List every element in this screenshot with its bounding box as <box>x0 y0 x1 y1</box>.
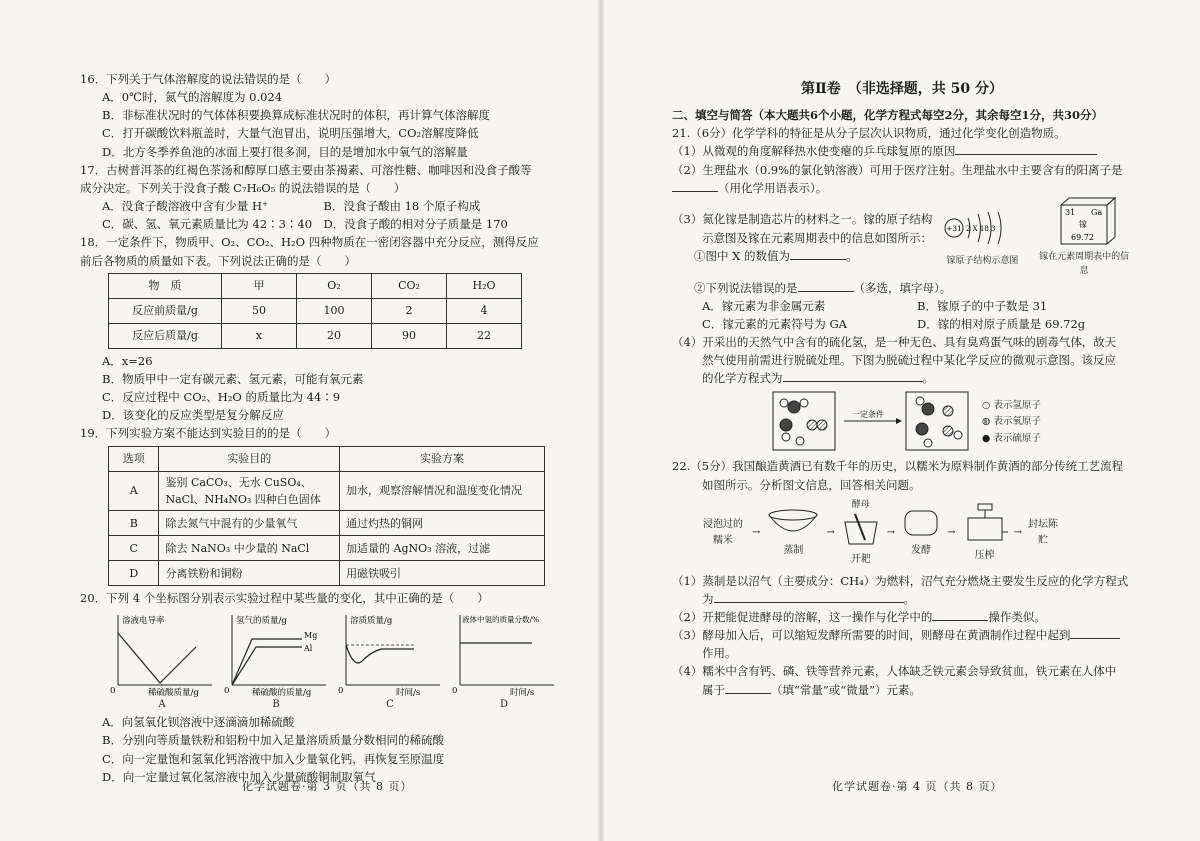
q22-part4-cont <box>672 681 1132 699</box>
answer-blank[interactable] <box>798 291 854 292</box>
legend-label: 表示氢原子 <box>993 400 1041 412</box>
table-header: 物 质 <box>109 273 222 298</box>
hydrogen-atom-icon: ○ <box>982 400 991 412</box>
vat-icon <box>841 512 881 546</box>
table-row <box>109 323 522 348</box>
q21-option: D．镓的相对原子质量是 69.72g <box>917 316 1086 331</box>
table-cell: 除去氮气中混有的少量氧气 <box>159 511 340 536</box>
table-cell: 加适量的 AgNO₃ 溶液，过滤 <box>340 536 545 561</box>
part-heading: 二、填空与简答（本大题共6个小题，化学方程式每空2分，其余每空1分，共30分） <box>672 108 1104 123</box>
q17-option: A．没食子酸溶液中含有少量 H⁺ <box>102 199 269 214</box>
table-cell: 90 <box>372 323 447 348</box>
table-header: 实验目的 <box>159 446 340 471</box>
q16-option: C．打开碳酸饮料瓶盖时，大量气泡冒出，说明压强增大，CO₂溶解度降低 <box>102 126 479 141</box>
table-cell: 反应前质量/g <box>109 298 222 323</box>
q22-part3-text: （3）酵母加入后，可以缩短发酵所需要的时间，则酵母在黄酒制作过程中起到 <box>672 628 1071 643</box>
answer-blank[interactable] <box>790 259 846 260</box>
jar-icon <box>901 507 941 537</box>
table-row <box>109 471 545 511</box>
flow-step-label: 发酵 <box>911 544 932 556</box>
table-cell: 4 <box>447 298 522 323</box>
table-cell: B <box>109 511 159 536</box>
q21-options-row <box>672 297 1132 315</box>
q20-stem: 20．下列 4 个坐标图分别表示实验过程中某些量的变化，其中正确的是（ ） <box>80 591 489 606</box>
reaction-diagram <box>772 391 1132 453</box>
legend-label: 表示硫原子 <box>993 432 1041 444</box>
q21-part4-tail: 的化学方程式为 <box>702 371 783 386</box>
table-cell: 22 <box>447 323 522 348</box>
micro-reaction-svg <box>772 391 972 453</box>
q21-part2-cont <box>672 179 1132 197</box>
q22-part4: （4）糯米中含有钙、磷、铁等营养元素，人体缺乏铁元素会导致贫血，铁元素在人体中 <box>672 664 1117 679</box>
answer-blank[interactable] <box>955 154 1097 155</box>
q16-stem: 16．下列关于气体溶解度的说法错误的是（ ） <box>80 72 337 86</box>
q21-stem: 21.（6分）化学学科的特征是从分子层次认识物质，通过化学变化创造物质。 <box>672 126 1066 141</box>
right-page <box>672 78 1132 699</box>
q18-stem: 18．一定条件下，物质甲、O₂、CO₂、H₂O 四种物质在一密闭容器中充分反应，测得反应 <box>80 235 539 250</box>
graph-c-plot <box>336 611 444 697</box>
q22-stem-cont: 如图所示。分析图文信息，回答相关问题。 <box>702 477 921 492</box>
graph-a-ylabel: 溶液电导率 <box>122 616 165 627</box>
table-row <box>109 536 545 561</box>
q22-part2 <box>672 608 1132 626</box>
table-header-row <box>109 273 522 298</box>
q18-option: D．该变化的反应类型是复分解反应 <box>102 408 284 423</box>
q16-option: A．0℃时，氮气的溶解度为 0.024 <box>102 90 283 105</box>
table-cell: 分离铁粉和铜粉 <box>159 561 340 586</box>
table-cell: x <box>222 323 297 348</box>
table-cell: A <box>109 471 159 511</box>
q22-part3 <box>672 626 1132 644</box>
oxygen-atom-icon: ◍ <box>982 416 991 428</box>
table-header: 实验方案 <box>340 446 545 471</box>
q22-part1-cont: 为 。 <box>702 591 915 606</box>
atom-shell-labels: 2 X 18 3 <box>966 225 996 233</box>
q21-option: A．镓元素为非金属元素 <box>702 298 826 313</box>
graph-c-xlabel: 时间/s <box>396 688 421 698</box>
steamer-icon <box>766 507 820 537</box>
graph-b-series-mg: Mg <box>304 631 318 641</box>
flow-step-steam <box>766 507 820 559</box>
flow-end: 封坛陈贮 <box>1027 518 1058 546</box>
table-cell: 除去 NaNO₃ 中少量的 NaCl <box>159 536 340 561</box>
q21-part3-cont: 示意图及镓在元素周期表中的信息如图所示： <box>702 230 932 245</box>
atom-nucleus-label: +31 <box>946 224 963 233</box>
graph-d-ylabel: 液体中氢的质量分数/% <box>462 615 540 625</box>
graph-a-xlabel: 稀硫酸质量/g <box>148 688 199 698</box>
q18-option: C．反应过程中 CO₂、H₂O 的质量比为 44∶9 <box>102 390 341 405</box>
sulfur-atom-icon: ● <box>982 432 991 444</box>
q21-part4-cont: 的化学方程式为 。 <box>702 371 934 386</box>
q18-stem-cont: 前后各物质的质量如下表。下列说法正确的是（ ） <box>80 253 356 268</box>
graph-d-xlabel: 时间/s <box>510 688 535 698</box>
table-cell: 100 <box>297 298 372 323</box>
table-cell: 反应后质量/g <box>109 323 222 348</box>
q21-part1-text: （1）从微观的角度解释热水使变瘪的乒乓球复原的原因 <box>672 144 956 159</box>
arrow-right-icon: → <box>886 526 896 538</box>
graph-c-ylabel: 溶质质量/g <box>350 616 393 627</box>
answer-blank[interactable] <box>1070 638 1120 639</box>
graph-c-origin: 0 <box>338 686 344 697</box>
arrow-right-icon: → <box>947 526 956 538</box>
graph-b <box>222 611 330 713</box>
q22-part2-tail: 操作类似。 <box>988 609 1046 624</box>
answer-blank[interactable] <box>725 693 771 694</box>
q22-part3-cont: 作用。 <box>702 646 737 661</box>
q20-option: A．向氢氧化钡溶液中逐滴滴加稀硫酸 <box>102 715 295 730</box>
q17-option: D．没食子酸的相对分子质量是 170 <box>323 217 508 232</box>
periodic-cell <box>1051 197 1117 245</box>
table-row <box>109 298 522 323</box>
q21-options-row <box>672 315 1132 333</box>
cell-atomic-mass: 69.72 <box>1071 232 1095 242</box>
atom-structure-figure <box>942 207 1022 268</box>
table-header: 甲 <box>222 273 297 298</box>
q20-option: C．向一定量饱和氢氧化钙溶液中加入少量氧化钙，再恢复至原温度 <box>102 751 445 766</box>
q22-part1: （1）蒸制是以沼气（主要成分：CH₄）为燃料，沼气充分燃烧主要发生反应的化学方程式 <box>672 573 1129 588</box>
q21-part3-i: ①图中 X 的数值为 。 <box>694 248 858 263</box>
q19-stem: 19．下列实验方案不能达到实验目的的是（ ） <box>80 426 337 441</box>
q16-option: B．非标准状况时的气体体积要换算成标准状况时的体积，再计算气体溶解度 <box>102 108 490 123</box>
q18-table <box>108 273 522 349</box>
q21-part3-text <box>672 210 932 264</box>
periodic-cell-caption: 镓在元素周期表中的信息 <box>1039 252 1130 277</box>
flow-step-label: 开耙 <box>850 553 871 565</box>
reaction-legend <box>982 398 1041 446</box>
arrow-right-icon: → <box>826 526 835 538</box>
reaction-arrow-label: 一定条件 <box>852 410 884 420</box>
q17-stem: 17．古树普洱茶的红褐色茶汤和醇厚口感主要由茶褐素、可溶性糖、咖啡因和没食子酸等 <box>80 162 532 177</box>
q22-stem: 22.（5分）我国酿造黄酒已有数千年的历史，以糯米为原料制作黄酒的部分传统工艺流程 <box>672 459 1124 474</box>
q21-part1 <box>672 142 1132 160</box>
graph-b-xlabel: 稀硫酸的质量/g <box>252 688 312 698</box>
legend-item <box>982 414 1041 430</box>
q21-part3: （3）氮化镓是制造芯片的材料之一。镓的原子结构 <box>672 212 933 227</box>
section-title: 第Ⅱ卷 （非选择题，共 50 分） <box>800 81 1004 97</box>
graph-a-letter: A <box>158 699 166 711</box>
graph-b-letter: B <box>272 699 280 711</box>
q21-part4-cont: 然气使用前需进行脱硫处理。下图为脱硫过程中某化学反应的微观示意图。该反应 <box>702 353 1116 368</box>
graph-a <box>108 611 216 713</box>
answer-blank[interactable] <box>714 602 904 603</box>
flow-step-ferment <box>901 507 941 559</box>
legend-item <box>982 398 1041 414</box>
q17-option: B．没食子酸由 18 个原子构成 <box>323 199 481 214</box>
press-icon <box>962 502 1008 542</box>
flow-step-label: 蒸制 <box>783 544 804 556</box>
answer-blank[interactable] <box>783 381 923 382</box>
table-header: O₂ <box>297 273 372 298</box>
q17-option: C．碳、氢、氧元素质量比为 42∶3∶40 <box>102 217 313 232</box>
q22-part2-text: （2）开耙能促进酵母的溶解，这一操作与化学中的 <box>672 609 933 624</box>
flow-step-label: 压榨 <box>974 549 995 561</box>
q21-part3-i-text: ①图中 X 的数值为 <box>694 248 790 263</box>
flow-start: 浸泡过的糯米 <box>703 518 743 546</box>
table-cell: 20 <box>297 323 372 348</box>
graph-c <box>336 611 444 713</box>
q17-options-row <box>80 197 545 215</box>
q21-option: B．镓原子的中子数是 31 <box>917 298 1048 313</box>
flow-step-press <box>962 502 1008 564</box>
graph-c-letter: C <box>386 699 394 711</box>
graph-d-plot <box>450 611 562 697</box>
table-row <box>109 511 545 536</box>
brewing-flow <box>700 498 1132 568</box>
q22-part4-text: 属于 <box>702 682 725 697</box>
q21-part3-block <box>672 197 1132 279</box>
table-row <box>109 561 545 586</box>
left-page-footer: 化学试题卷·第 3 页（共 8 页） <box>242 780 413 793</box>
atom-structure-caption: 镓原子结构示意图 <box>946 256 1019 267</box>
table-cell: C <box>109 536 159 561</box>
left-page <box>80 70 545 786</box>
table-cell: 用磁铁吸引 <box>340 561 545 586</box>
q21-part3-ii-text: ②下列说法错误的是 <box>694 280 798 295</box>
q20-option: D．向一定量过氧化氢溶液中加入少量硫酸铜制取氧气 <box>102 769 376 784</box>
q20-option: B．分别向等质量铁粉和铝粉中加入足量溶质质量分数相同的稀硫酸 <box>102 733 444 748</box>
table-header: H₂O <box>447 273 522 298</box>
atom-structure-diagram <box>942 207 1022 249</box>
graph-a-origin: 0 <box>110 686 116 697</box>
table-header: CO₂ <box>372 273 447 298</box>
graph-d <box>450 611 558 713</box>
yeast-label: 酵母 <box>851 499 870 510</box>
periodic-cell-figure <box>1036 197 1132 279</box>
graph-b-ylabel: 氢气的质量/g <box>236 616 287 627</box>
answer-blank[interactable] <box>932 620 988 621</box>
q21-part3-ii <box>672 279 1132 297</box>
graph-d-origin: 0 <box>452 686 458 697</box>
graph-d-letter: D <box>499 699 509 711</box>
graph-b-series-al: Al <box>304 644 313 654</box>
table-cell: 加水，观察溶解情况和温度变化情况 <box>340 471 545 511</box>
graph-a-plot <box>108 611 216 697</box>
q21-option: C．镓元素的元素符号为 GA <box>702 316 847 331</box>
right-page-footer: 化学试题卷·第 4 页（共 8 页） <box>832 780 1003 793</box>
q21-part4: （4）开采出的天然气中含有的硫化氢，是一种无色、具有臭鸡蛋气味的剧毒气体，故天 <box>672 335 1117 350</box>
table-cell: 通过灼热的铜网 <box>340 511 545 536</box>
q16-option: D．北方冬季养鱼池的冰面上要打很多洞，目的是增加水中氧气的溶解量 <box>102 144 468 159</box>
q21-part3-ii-tail: （多选，填字母）。 <box>853 280 952 295</box>
table-cell: 2 <box>372 298 447 323</box>
q22-part4-tail: （填“常量”或“微量”）元素。 <box>771 682 922 697</box>
answer-blank[interactable] <box>672 191 718 192</box>
q21-part2: （2）生理盐水（0.9%的氯化钠溶液）可用于医疗注射。生理盐水中主要含有的阳离子是 <box>672 162 1123 177</box>
q18-option: A．x=26 <box>102 353 153 368</box>
flow-step-stir <box>841 498 881 568</box>
table-cell: 50 <box>222 298 297 323</box>
q19-table <box>108 446 545 587</box>
q22-part1-tail: 为 <box>702 591 714 606</box>
arrow-right-icon: → <box>1013 526 1022 538</box>
q17-stem-cont: 成分决定。下列关于没食子酸 C₇H₆O₅ 的说法错误的是（ ） <box>80 180 406 195</box>
table-header-row <box>109 446 545 471</box>
graph-b-origin: 0 <box>224 686 230 697</box>
q21-part2-tail: （用化学用语表示）。 <box>718 180 828 195</box>
cell-element-name: 镓 <box>1079 219 1088 229</box>
table-cell: 鉴别 CaCO₃、无水 CuSO₄、NaCl、NH₄NO₃ 四种白色固体 <box>159 471 340 511</box>
legend-item <box>982 431 1041 447</box>
table-header: 选项 <box>109 446 159 471</box>
cell-symbol: Ga <box>1091 207 1103 217</box>
table-cell: D <box>109 561 159 586</box>
legend-label: 表示氧原子 <box>993 416 1041 428</box>
arrow-right-icon: → <box>752 526 761 538</box>
q18-option: B．物质甲中一定有碳元素、氢元素，可能有氧元素 <box>102 371 364 386</box>
graph-b-plot <box>222 611 330 697</box>
cell-atomic-number: 31 <box>1065 207 1076 217</box>
q20-graphs <box>108 611 545 713</box>
page-fold <box>598 0 604 841</box>
q17-options-row <box>80 215 545 233</box>
